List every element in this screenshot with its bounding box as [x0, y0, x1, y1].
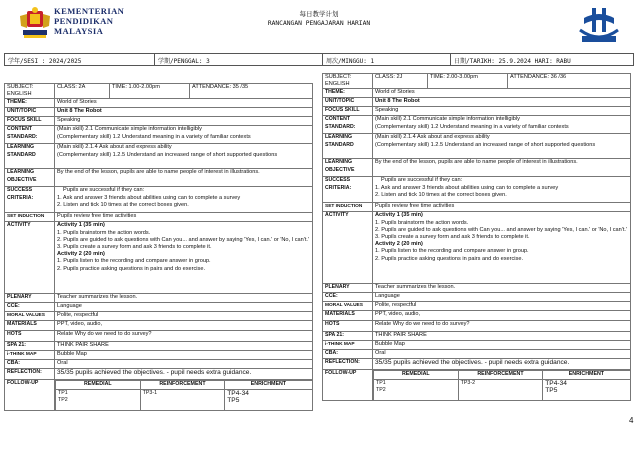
moral-values: Polite, respectful [373, 302, 631, 311]
text: Activity 2 (20 min) [57, 251, 105, 258]
text: TP5 [227, 396, 240, 404]
plenary: Teacher summarizes the lesson. [373, 284, 631, 293]
text: 1. Ask and answer 3 friends about abilities using can to complete a survey [375, 184, 559, 191]
learning-standard [373, 134, 631, 159]
reflection: 35/35 pupils achieved the objectives. - pupil needs extra guidance. [55, 369, 313, 380]
learning-standard [55, 144, 313, 169]
cba: Oral [373, 350, 631, 359]
label: HOTS [5, 331, 55, 342]
text: 2. Pupils are guided to ask questions with Can you... and answer by saying 'Yes, I can.' or 'No, I can't.' [375, 226, 628, 233]
text: 3. Pupils create a survey form and ask 3 friends to complete it. [57, 244, 212, 251]
moral-values: Polite, respectful [55, 312, 313, 321]
text: 2. Pupils are guided to ask questions with Can you... and answer by saying 'Yes, I can.' or 'No, I can't.' [57, 236, 310, 243]
enrichment-header: ENRICHMENT [225, 381, 312, 389]
text: 1. Ask and answer 3 friends about abilities using can to complete a survey [57, 194, 241, 201]
text: TP1 [376, 379, 386, 386]
remedial [374, 379, 459, 400]
subject: SUBJECT: ENGLISH [5, 84, 55, 99]
label: ACTIVITY [5, 222, 55, 294]
label: SUCCESS CRITERIA: [5, 187, 55, 213]
lesson-plan-left [4, 83, 313, 411]
text: TP5 [545, 386, 558, 394]
text: (Complementary skill) 1.2.5 Understand an increased range of short supported questions [57, 151, 278, 158]
attendance: ATTENDANCE: 35 /35 [190, 84, 313, 99]
success-criteria [373, 177, 631, 203]
logo-line-1: KEMENTERIAN [54, 6, 125, 16]
materials: PPT, video, audio, [55, 321, 313, 331]
info-bar [4, 53, 634, 66]
theme: World of Stories [373, 89, 631, 98]
text: 2. Pupils practice asking questions in pairs and do exercise. [57, 265, 206, 272]
label: LEARNING STANDARD [323, 134, 373, 159]
tarikh: 日期/TARIKH: 25.9.2024 HARI: RABU [454, 58, 571, 65]
hots: Relate Why do we need to do survey? [55, 331, 313, 342]
text: TP2 [376, 386, 386, 393]
label: LEARNING OBJECTIVE [323, 159, 373, 177]
text: TP1 [58, 389, 68, 396]
label: SPA 21: [5, 342, 55, 351]
attendance: ATTENDANCE: 36 /36 [508, 74, 631, 89]
enrichment [543, 379, 630, 400]
label: MATERIALS [5, 321, 55, 331]
cce: Language [373, 293, 631, 302]
label: SET INDUCTION [5, 213, 55, 222]
reinforcement: TP3-1 [140, 389, 225, 410]
plenary: Teacher summarizes the lesson. [55, 294, 313, 303]
label: i-THINK MAP [323, 341, 373, 350]
reinforcement-header: REINFORCEMENT [458, 371, 543, 379]
ithink-map: Bubble Map [55, 351, 313, 360]
logo-line-2: PENDIDIKAN [54, 16, 114, 26]
label: REFLECTION: [5, 369, 55, 380]
label: CBA: [323, 350, 373, 359]
text: TP2 [58, 396, 68, 403]
text: Pupils are successful if they can: [381, 177, 463, 184]
content-standard [373, 116, 631, 134]
label: FOCUS SKILL [323, 107, 373, 116]
minggu: 周次/MINGGU: 1 [323, 54, 451, 65]
text: 1. Pupils listen to the recording and compare answer in group. [57, 258, 211, 265]
sesi: 学年/SESI : 2024/2025 [5, 54, 155, 65]
label: LEARNING STANDARD [5, 144, 55, 169]
set-induction: Pupils review free time activities [55, 213, 313, 222]
label: SPA 21: [323, 332, 373, 341]
cce: Language [55, 303, 313, 312]
text: 3. Pupils create a survey form and ask 3 friends to complete it. [375, 234, 530, 241]
label: MATERIALS [323, 311, 373, 321]
text: (Complementary skill) 1.2 Understand meaning in a variety of familiar contexts [57, 133, 251, 140]
subject: SUBJECT: ENGLISH [323, 74, 373, 89]
ithink-map: Bubble Map [373, 341, 631, 350]
materials: PPT, video, audio, [373, 311, 631, 321]
cba: Oral [55, 360, 313, 369]
text: Activity 2 (20 min) [375, 241, 423, 248]
text: Activity 1 (35 min) [375, 212, 423, 219]
lesson-plan-right [322, 73, 631, 401]
success-criteria [55, 187, 313, 213]
spa21: THINK PAIR SHARE [373, 332, 631, 341]
label: ACTIVITY [323, 212, 373, 284]
text: 1. Pupils brainstorm the action words. [57, 229, 151, 236]
text: 2. Listen and tick 10 times at the correct boxes given. [375, 191, 507, 198]
reflection: 35/35 pupils achieved the objectives. - pupil needs extra guidance. [373, 359, 631, 370]
doc-subtitle: RANCANGAN PENGAJARAN HARIAN [267, 20, 371, 27]
label: THEME: [323, 89, 373, 98]
label: PLENARY [323, 284, 373, 293]
text: TP4-34 [227, 389, 249, 397]
page-number: 4 [629, 416, 634, 425]
follow-up [373, 370, 631, 401]
label: FOLLOW-UP [323, 370, 373, 401]
remedial-header: REMEDIAL [374, 371, 459, 379]
class: CLASS: 2J [373, 74, 428, 89]
spa21: THINK PAIR SHARE [55, 342, 313, 351]
follow-up [55, 380, 313, 411]
label: LEARNING OBJECTIVE [5, 169, 55, 187]
text: 1. Pupils brainstorm the action words. [375, 219, 469, 226]
label: THEME: [5, 99, 55, 108]
label: SET INDUCTION [323, 203, 373, 212]
activity [373, 212, 631, 284]
label: CONTENT STANDARD: [323, 116, 373, 134]
learning-objective: By the end of the lesson, pupils are able to name people of interest in illustrations. [373, 159, 631, 177]
unit: Unit 8 The Robot [55, 108, 313, 117]
label: FOCUS SKILL [5, 117, 55, 126]
follow-up-table [55, 380, 313, 410]
remedial [56, 389, 141, 410]
text: (Complementary skill) 1.2 Understand meaning in a variety of familiar contexts [375, 123, 569, 130]
text: (Main skill) 2.1.4 Ask about and express ability [57, 144, 172, 151]
reinforcement: TP3-2 [458, 379, 543, 400]
label: CCE: [5, 303, 55, 312]
text: TP4-34 [545, 379, 567, 387]
text: 2. Pupils practice asking questions in pairs and do exercise. [375, 255, 524, 262]
focus-skill: Speaking [373, 107, 631, 116]
label: UNIT/TOPIC [323, 98, 373, 107]
time: TIME: 2.00-3.00pm [428, 74, 508, 89]
label: MORAL VALUES [5, 312, 55, 321]
label: MORAL VALUES [323, 302, 373, 311]
school-logo-icon [574, 6, 624, 46]
follow-up-table [373, 370, 631, 400]
text: 2. Listen and tick 10 times at the correct boxes given. [57, 201, 189, 208]
text: Activity 1 (35 min) [57, 222, 105, 229]
set-induction: Pupils review free time activities [373, 203, 631, 212]
time: TIME: 1.00-2.00pm [110, 84, 190, 99]
label: FOLLOW-UP [5, 380, 55, 411]
text: (Main skill) 2.1.4 Ask about and express ability [375, 134, 490, 141]
enrichment-header: ENRICHMENT [543, 371, 630, 379]
activity [55, 222, 313, 294]
learning-objective: By the end of the lesson, pupils are able to name people of interest in illustrations. [55, 169, 313, 187]
text: 1. Pupils listen to the recording and compare answer in group. [375, 248, 529, 255]
hots: Relate Why do we need to do survey? [373, 321, 631, 332]
label: HOTS [323, 321, 373, 332]
label: CBA: [5, 360, 55, 369]
text: (Complementary skill) 1.2.5 Understand an increased range of short supported questions [375, 141, 596, 148]
remedial-header: REMEDIAL [56, 381, 141, 389]
label: REFLECTION: [323, 359, 373, 370]
text: Pupils are successful if they can: [63, 187, 145, 194]
text: (Main skill) 2.1 Communicate simple information intelligibly [375, 116, 520, 123]
label: UNIT/TOPIC [5, 108, 55, 117]
penggal: 学期/PENGGAL: 3 [155, 54, 323, 65]
class: CLASS: 2A [55, 84, 110, 99]
label: i-THINK MAP [5, 351, 55, 360]
content-standard [55, 126, 313, 144]
label: CONTENT STANDARD: [5, 126, 55, 144]
label: SUCCESS CRITERIA: [323, 177, 373, 203]
doc-title: 每日教学计划 [299, 10, 339, 18]
focus-skill: Speaking [55, 117, 313, 126]
label: CCE: [323, 293, 373, 302]
unit: Unit 8 The Robot [373, 98, 631, 107]
reinforcement-header: REINFORCEMENT [140, 381, 225, 389]
theme: World of Stories [55, 99, 313, 108]
text: (Main skill) 2.1 Communicate simple information intelligibly [57, 126, 202, 133]
enrichment [225, 389, 312, 410]
logo-line-3: MALAYSIA [54, 26, 104, 36]
label: PLENARY [5, 294, 55, 303]
